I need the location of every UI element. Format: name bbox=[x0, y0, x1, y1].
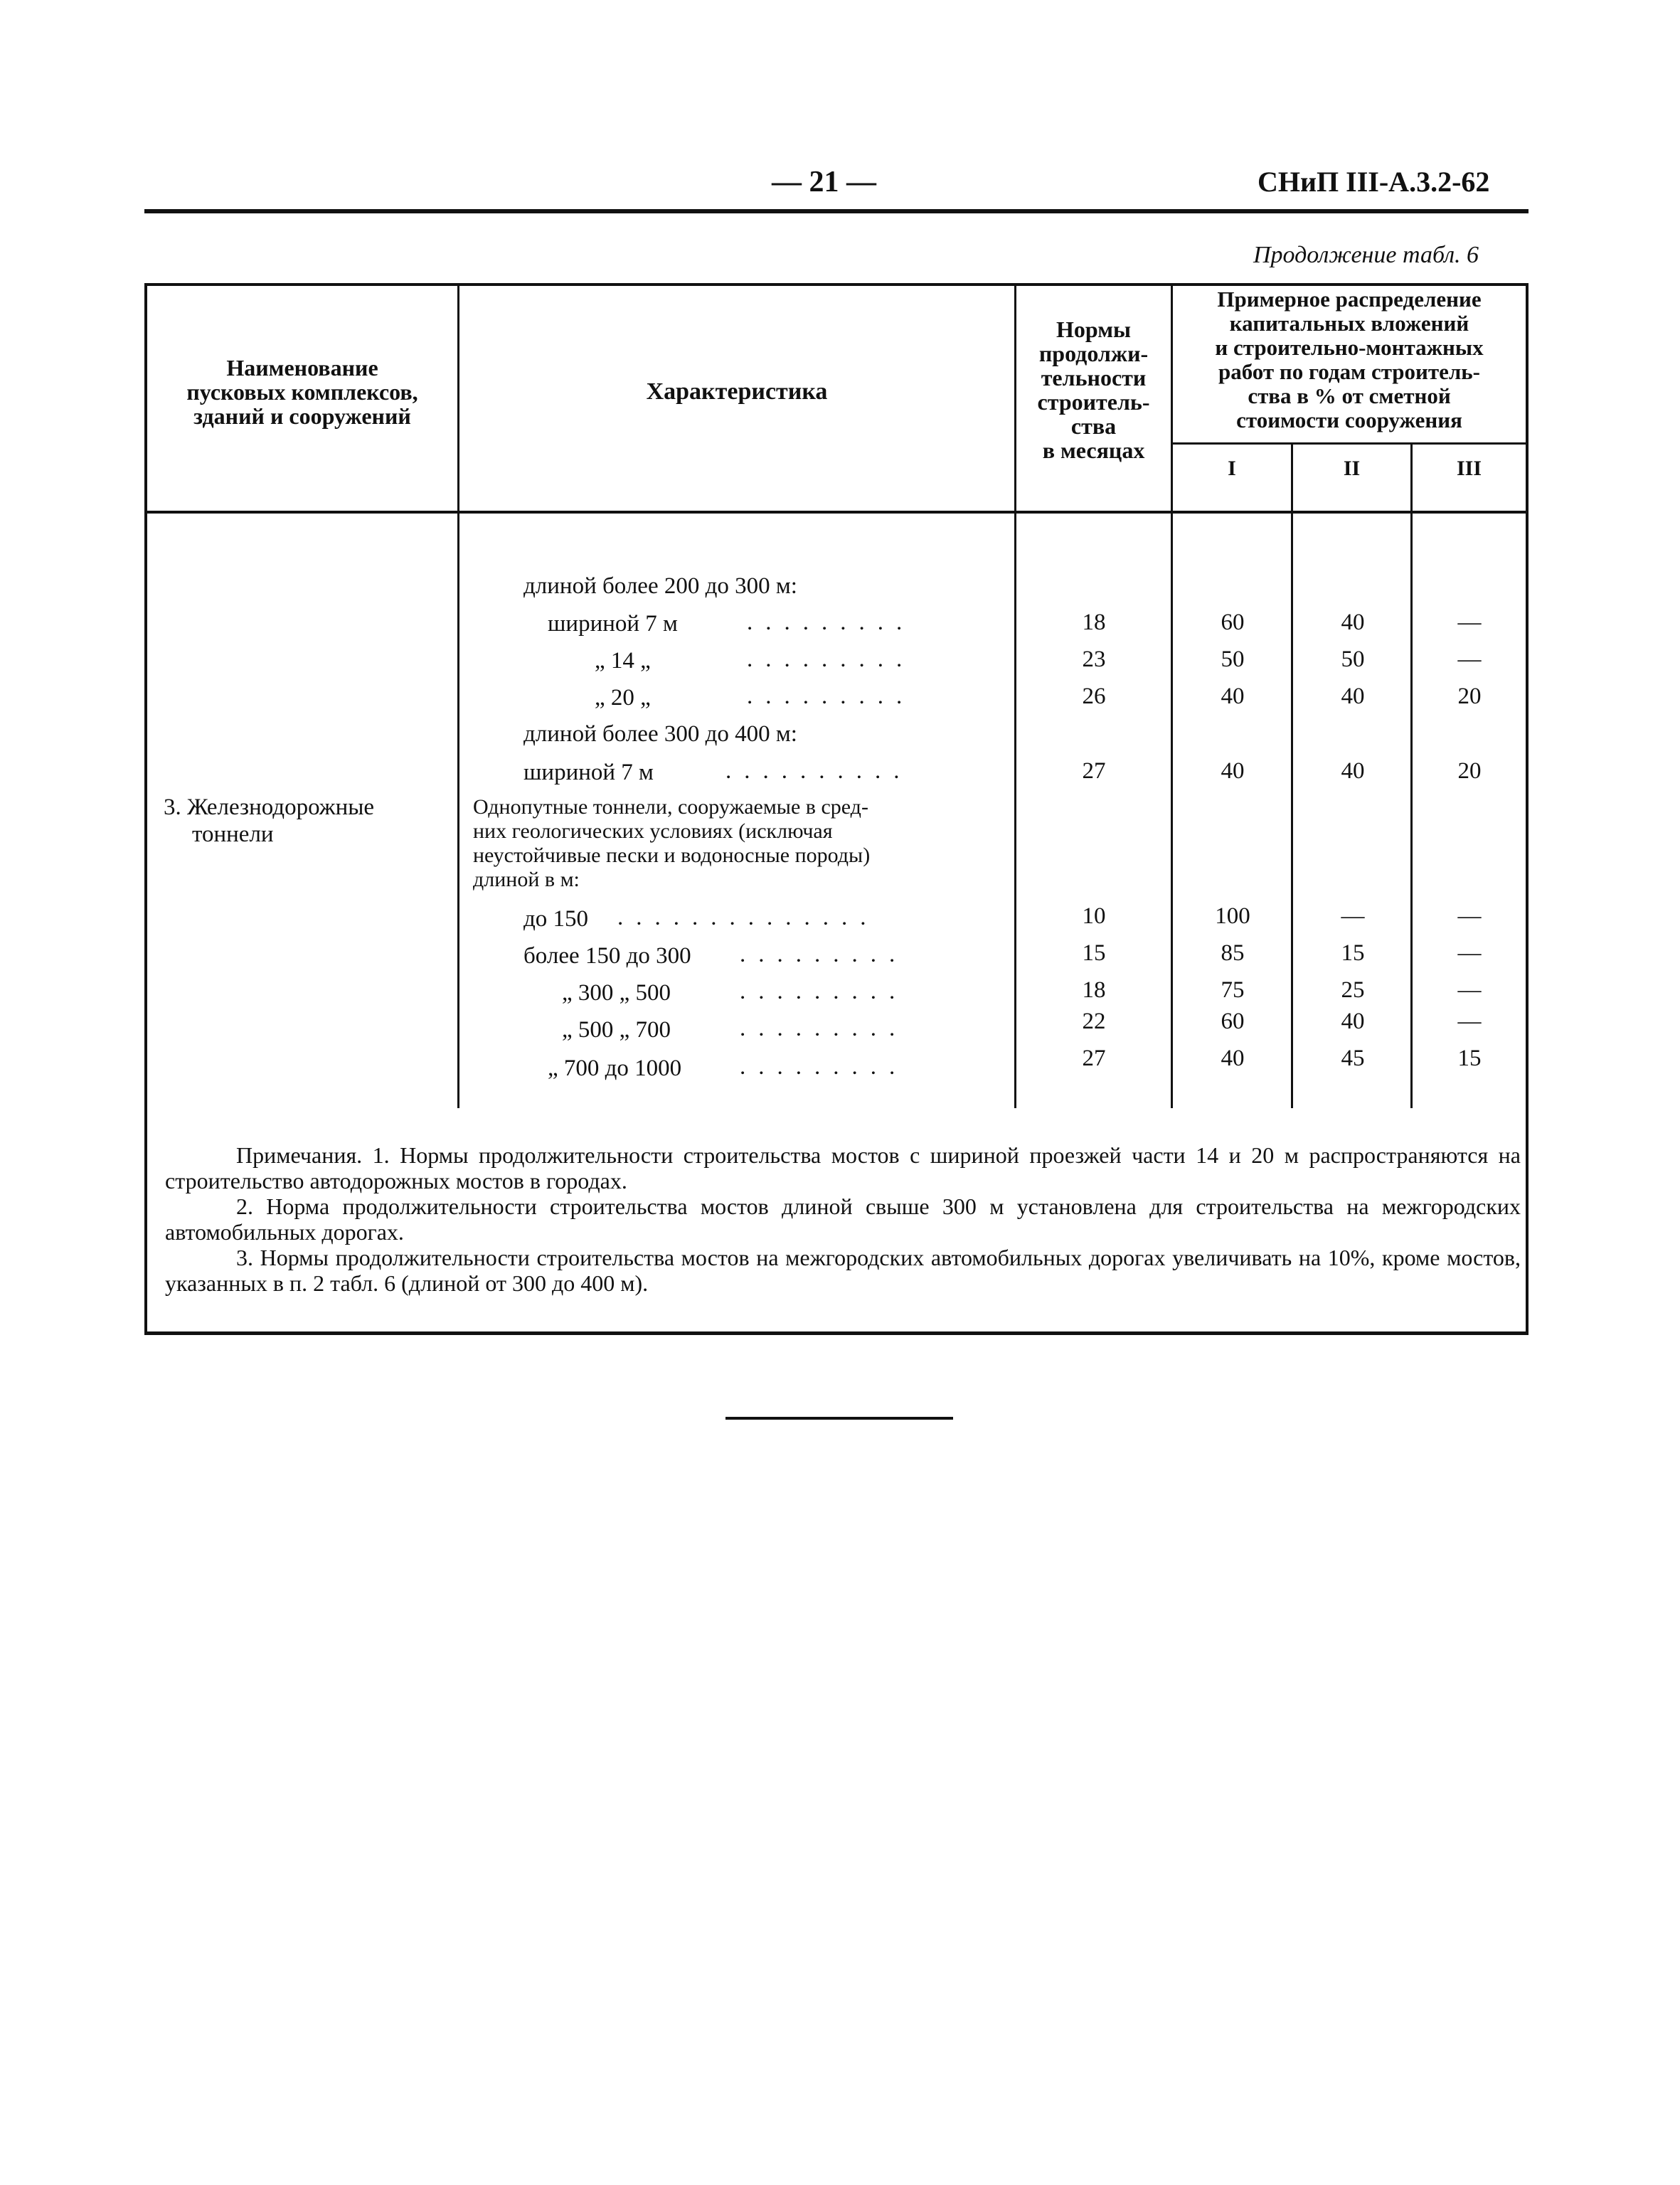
row-width-7b: шириной 7 м bbox=[523, 760, 654, 785]
leader-dots: ......... bbox=[747, 647, 915, 672]
year2-value: 40 bbox=[1341, 684, 1365, 709]
row-700-1000: „ 700 до 1000 bbox=[548, 1056, 682, 1081]
year1-value: 50 bbox=[1221, 647, 1245, 672]
year1-value: 60 bbox=[1221, 1009, 1245, 1034]
year3-value: — bbox=[1457, 647, 1482, 672]
leader-dots: .......... bbox=[725, 758, 913, 784]
header-characteristic: Характеристика bbox=[646, 378, 828, 405]
table-left-border bbox=[144, 283, 147, 1334]
table-bottom-rule bbox=[144, 1331, 1529, 1335]
year2-value: 40 bbox=[1341, 758, 1365, 784]
year2-value: — bbox=[1341, 903, 1365, 929]
header-bottom-rule bbox=[144, 511, 1529, 514]
row-width-20: „ 20 „ bbox=[595, 685, 651, 711]
year3-value: — bbox=[1457, 977, 1482, 1003]
row-width-14: „ 14 „ bbox=[595, 648, 651, 674]
row-width-7: шириной 7 м bbox=[548, 611, 678, 637]
norm-value: 27 bbox=[1082, 1046, 1106, 1071]
footer-rule bbox=[725, 1417, 953, 1420]
col-sep-4 bbox=[1291, 442, 1293, 1108]
page-number: — 21 — bbox=[772, 166, 876, 198]
year3-value: — bbox=[1457, 940, 1482, 966]
tunnel-description: Однопутные тоннели, сооружаемые в сред- них геологических условиях (исключая неустойчивые пески и водоносные породы) длиной в м: bbox=[473, 795, 871, 891]
norm-value: 23 bbox=[1082, 647, 1106, 672]
year2-value: 40 bbox=[1341, 1009, 1365, 1034]
note-3: 3. Нормы продолжительности строительства мостов на межгородских автомобильных дорогах увеличивать на 10%, кроме мостов, указанных в п. 2 табл. 6 (длиной от 300 до 400 м). bbox=[165, 1245, 1521, 1296]
year-III-header: III bbox=[1456, 457, 1482, 480]
leader-dots: ......... bbox=[740, 942, 908, 967]
norm-value: 26 bbox=[1082, 684, 1106, 709]
year3-value: 15 bbox=[1457, 1046, 1482, 1071]
group-label: 3. Железнодорожные тоннели bbox=[164, 794, 375, 847]
table-top-border bbox=[144, 283, 1529, 286]
year1-value: 40 bbox=[1221, 758, 1245, 784]
year2-value: 50 bbox=[1341, 647, 1365, 672]
leader-dots: ......... bbox=[740, 1054, 908, 1080]
year3-value: 20 bbox=[1457, 758, 1482, 784]
col-sep-1 bbox=[457, 283, 459, 1108]
norm-value: 18 bbox=[1082, 977, 1106, 1003]
leader-dots: .............. bbox=[617, 905, 879, 930]
year1-value: 40 bbox=[1221, 684, 1245, 709]
row-heading-300-400: длиной более 300 до 400 м: bbox=[523, 721, 797, 747]
table-right-border bbox=[1526, 283, 1529, 1334]
col-sep-5 bbox=[1410, 442, 1413, 1108]
year1-value: 60 bbox=[1221, 610, 1245, 635]
norm-value: 27 bbox=[1082, 758, 1106, 784]
year-I-header: I bbox=[1228, 457, 1236, 480]
note-2: 2. Норма продолжительности строительства мостов длиной свыше 300 м установлена для строительства на межгородских автомобильных дорогах. bbox=[165, 1193, 1521, 1245]
norm-value: 18 bbox=[1082, 610, 1106, 635]
leader-dots: ......... bbox=[747, 684, 915, 709]
leader-dots: ......... bbox=[747, 610, 915, 635]
norm-value: 15 bbox=[1082, 940, 1106, 966]
year3-value: — bbox=[1457, 610, 1482, 635]
year3-value: — bbox=[1457, 903, 1482, 929]
header-distribution: Примерное распределение капитальных вложений и строительно-монтажных работ по годам строитель- ства в % от сметной стоимости сооружения bbox=[1215, 287, 1484, 432]
year2-value: 45 bbox=[1341, 1046, 1365, 1071]
norm-value: 22 bbox=[1082, 1009, 1106, 1034]
row-150-300: более 150 до 300 bbox=[523, 943, 691, 969]
years-rule bbox=[1171, 442, 1529, 445]
year2-value: 40 bbox=[1341, 610, 1365, 635]
norm-value: 10 bbox=[1082, 903, 1106, 929]
year1-value: 100 bbox=[1215, 903, 1250, 929]
header-norms: Нормы продолжи- тельности строитель- ства в месяцах bbox=[1037, 317, 1150, 463]
year1-value: 85 bbox=[1221, 940, 1245, 966]
year1-value: 75 bbox=[1221, 977, 1245, 1003]
year2-value: 25 bbox=[1341, 977, 1365, 1003]
document-code: СНиП III-А.3.2-62 bbox=[1258, 166, 1490, 198]
note-1: Примечания. 1. Нормы продолжительности строительства мостов с шириной проезжей части 14 и 20 м распространяются на строительство автодорожных мостов в городах. bbox=[165, 1142, 1521, 1193]
year2-value: 15 bbox=[1341, 940, 1365, 966]
row-300-500: „ 300 „ 500 bbox=[562, 980, 671, 1006]
year3-value: — bbox=[1457, 1009, 1482, 1034]
year3-value: 20 bbox=[1457, 684, 1482, 709]
row-500-700: „ 500 „ 700 bbox=[562, 1017, 671, 1043]
table-continuation-label: Продолжение табл. 6 bbox=[1253, 242, 1479, 268]
leader-dots: ......... bbox=[740, 979, 908, 1004]
leader-dots: ......... bbox=[740, 1016, 908, 1041]
row-up-to-150: до 150 bbox=[523, 906, 589, 932]
year-II-header: II bbox=[1343, 457, 1361, 480]
header-name-column: Наименование пусковых комплексов, зданий и сооружений bbox=[186, 355, 418, 429]
header-rule bbox=[144, 209, 1529, 213]
row-heading-200-300: длиной более 200 до 300 м: bbox=[523, 573, 797, 599]
year1-value: 40 bbox=[1221, 1046, 1245, 1071]
